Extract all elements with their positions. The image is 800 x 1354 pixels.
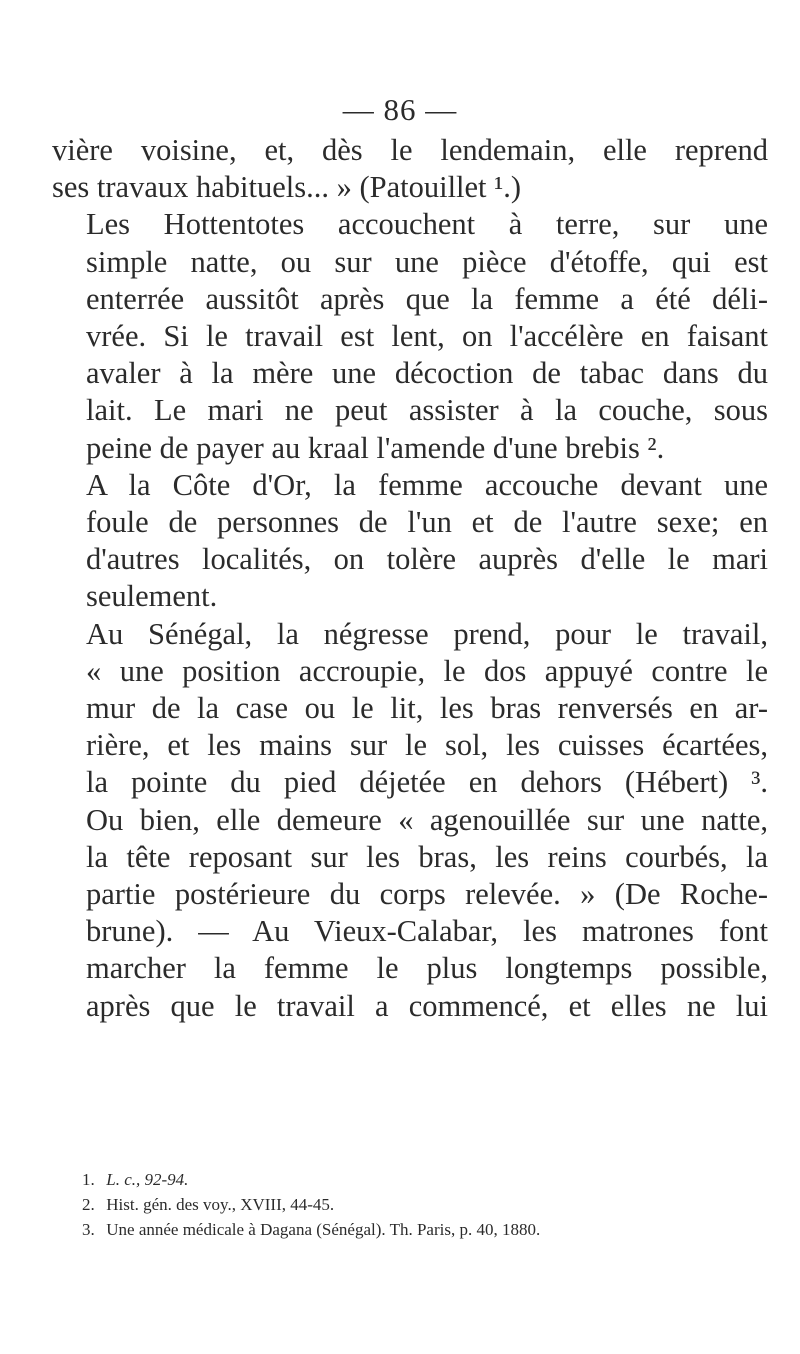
text-line: Les Hottentotes accouchent à terre, sur une [86, 207, 768, 242]
text-line: Ou bien, elle demeure « agenouillée sur une natte, [86, 802, 768, 837]
footnote-text: Une année médicale à Dagana (Sénégal). Th. Paris, p. 40, 1880. [106, 1220, 541, 1239]
footnotes [82, 1167, 772, 1242]
text-line: A la Côte d'Or, la femme accouche devant une [86, 467, 768, 502]
text-line: d'autres localités, on tolère auprès d'elle le mari [86, 542, 768, 577]
text-line: brune). — Au Vieux-Calabar, les matrones font [86, 914, 768, 949]
footnote-number: 3. [82, 1220, 95, 1239]
text-line: Au Sénégal, la négresse prend, pour le travail, [86, 616, 768, 651]
text-line: lait. Le mari ne peut assister à la couche, sous [86, 393, 768, 428]
text-line: foule de personnes de l'un et de l'autre sexe; en [86, 505, 768, 540]
text-line: vrée. Si le travail est lent, on l'accélère en faisant [86, 319, 768, 354]
text-line: vière voisine, et, dès le lendemain, elle reprend [52, 133, 768, 167]
text-line: ses travaux habituels... » (Patouillet ¹.) [52, 170, 522, 205]
footnote-number: 1. [82, 1170, 95, 1189]
text-line: peine de payer au kraal l'amende d'une brebis ². [86, 430, 665, 465]
text-line: la pointe du pied déjetée en dehors (Hébert) ³. [86, 765, 768, 800]
text-line: avaler à la mère une décoction de tabac dans du [86, 356, 768, 391]
footnote-text: Hist. gén. des voy., XVIII, 44-45. [106, 1195, 335, 1214]
page-number: — 86 — [342, 92, 458, 127]
paragraph [52, 467, 768, 616]
paragraph [52, 616, 768, 1025]
text-line: seulement. [86, 579, 218, 614]
footnote [82, 1192, 772, 1217]
paragraph [52, 132, 768, 206]
text-line: simple natte, ou sur une pièce d'étoffe, qui est [86, 244, 768, 279]
text-line: après que le travail a commencé, et elles ne lui [86, 988, 768, 1023]
footnote [82, 1167, 772, 1192]
footnote-text: L. c., 92-94. [106, 1170, 189, 1189]
text-line: la tête reposant sur les bras, les reins courbés, la [86, 839, 768, 874]
text-line: enterrée aussitôt après que la femme a été déli- [86, 281, 768, 316]
text-line: rière, et les mains sur le sol, les cuisses écartées, [86, 728, 768, 763]
body-text [52, 132, 768, 1025]
text-line: partie postérieure du corps relevée. » (De Roche- [86, 877, 768, 912]
text-line: marcher la femme le plus longtemps possible, [86, 951, 768, 986]
text-line: « une position accroupie, le dos appuyé contre le [86, 653, 768, 688]
paragraph [52, 206, 768, 466]
footnote-number: 2. [82, 1195, 95, 1214]
text-line: mur de la case ou le lit, les bras renversés en ar- [86, 691, 768, 726]
footnote [82, 1217, 772, 1242]
